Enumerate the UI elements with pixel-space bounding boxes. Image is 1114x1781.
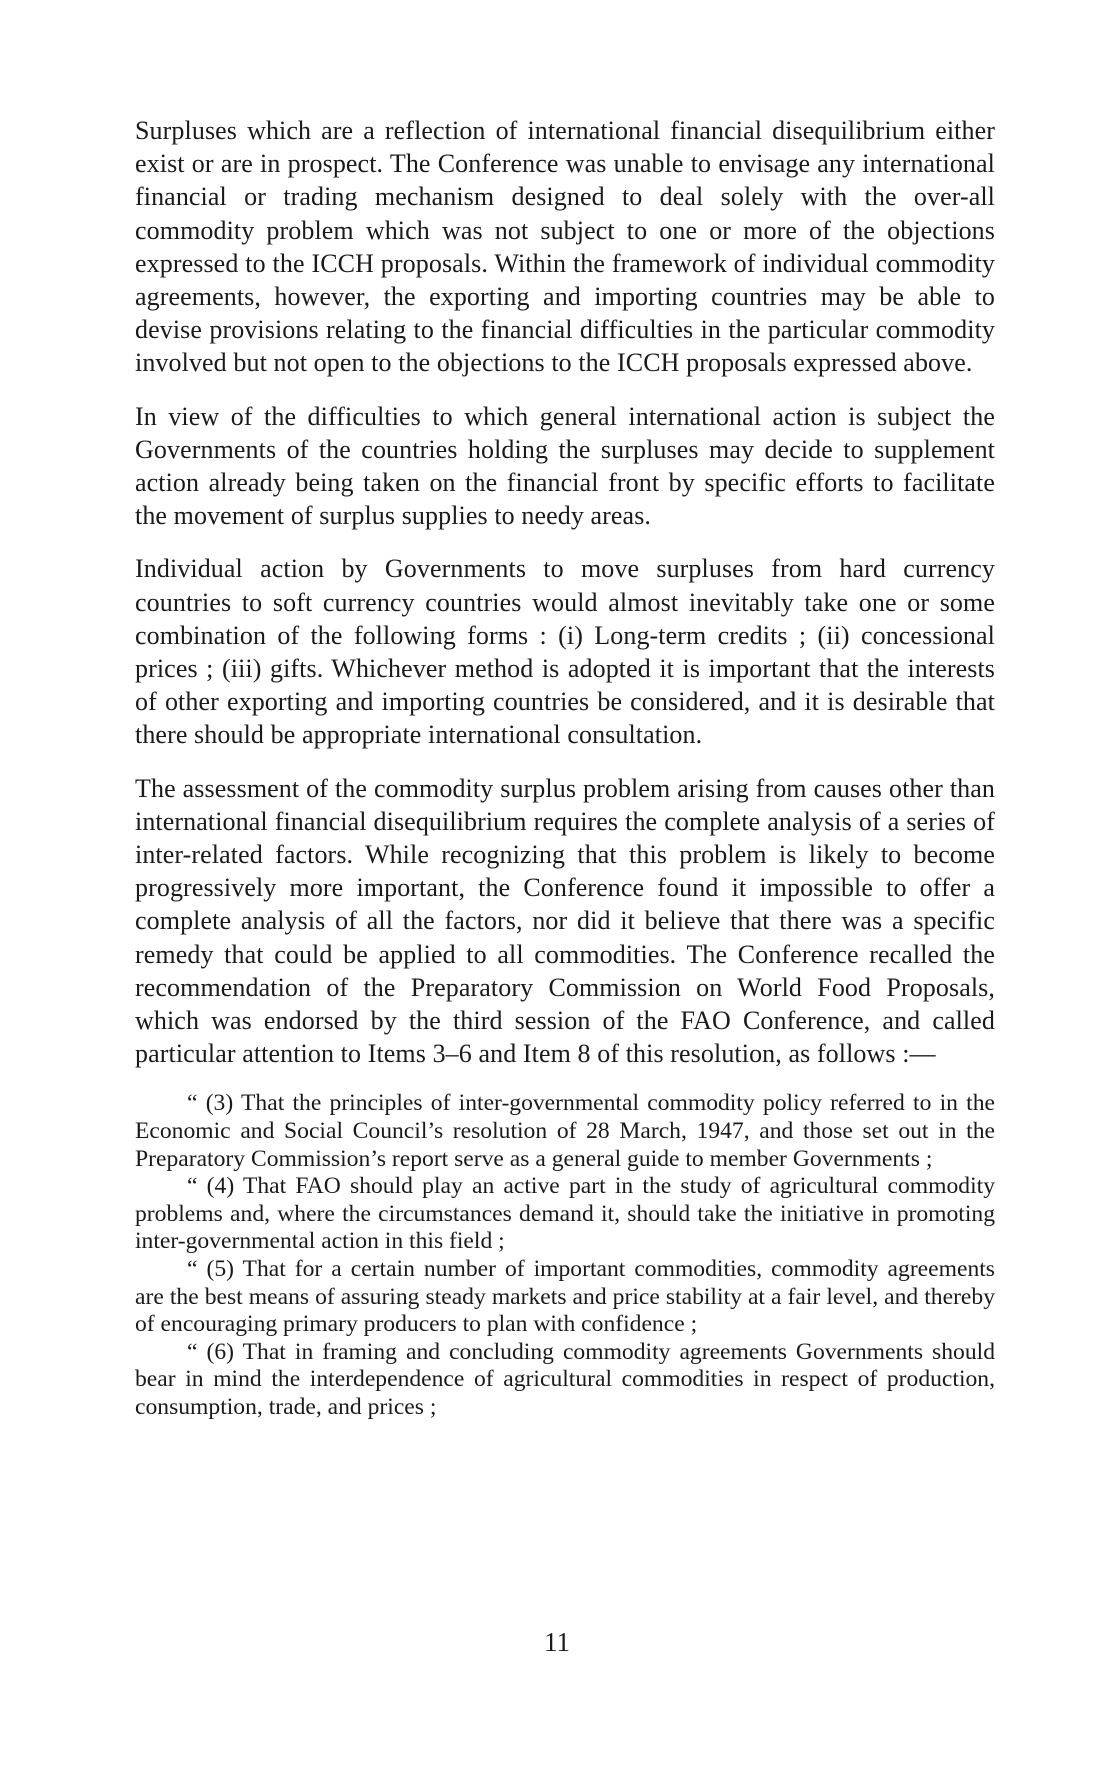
paragraph-surpluses: Surpluses which are a reflection of international financial disequilibrium either exist or are in prospect. The Conference was unable to envisage any international financial or trading mechanism designed to deal solely with the over-all commodity problem which was not subject to one or more of the objections expressed to the ICCH proposals. Within the framework of individual commodity agreements, however, the exporting and importing countries may be able to devise provisions relating to the financial difficulties in the particular commodity involved but not open to the objections to the ICCH proposals expressed above. [135, 116, 995, 378]
paragraph-assessment: The assessment of the commodity surplus problem arising from causes other than international financial disequilibrium requires the complete analysis of a series of inter-related factors. While recognizing that this problem is likely to become progressively more important, the Conference found it impossible to offer a complete analysis of all the factors, nor did it believe that there was a specific remedy that could be applied to all commodities. The Conference recalled the recommendation of the Preparatory Commission on World Food Proposals, which was endorsed by the third session of the FAO Conference, and called particular attention to Items 3–6 and Item 8 of this resolution, as follows :— [135, 773, 995, 1069]
quote-item-5: “ (5) That for a certain number of important commodities, commodity agreements are the best means of assuring steady markets and price stability at a fair level, and thereby of encouraging primary producers to plan with confidence ; [135, 1256, 995, 1338]
paragraph-general-action: In view of the difficulties to which general international action is subject the Governments of the countries holding the surpluses may decide to supplement action already being taken on the financial front by specific efforts to facilitate the movement of surplus supplies to needy areas. [135, 401, 995, 531]
paragraph-individual-action: Individual action by Governments to move surpluses from hard currency countries to soft currency countries would almost inevitably take one or some combination of the following forms : (i) Long-term credits ; (ii) concessional prices ; (iii) gifts. Whichever method is adopted it is important that the interests of other exporting and importing countries be considered, and it is desirable that there should be appropriate international consultation. [135, 554, 995, 750]
quote-item-3: “ (3) That the principles of inter-governmental commodity policy referred to in the Economic and Social Council’s resolution of 28 March, 1947, and those set out in the Preparatory Commission’s report serve as a general guide to member Governments ; [135, 1090, 995, 1172]
resolution-quote-block [135, 1090, 995, 1421]
quote-item-6: “ (6) That in framing and concluding commodity agreements Governments should bear in mind the interdependence of agricultural commodities in respect of production, consumption, trade, and prices ; [135, 1338, 995, 1421]
page-number: 11 [544, 1627, 570, 1657]
page-body [135, 114, 995, 1422]
quote-item-4: “ (4) That FAO should play an active part in the study of agricultural commodity problems and, where the circumstances demand it, should take the initiative in promoting inter-governmental action in this field ; [135, 1173, 995, 1255]
